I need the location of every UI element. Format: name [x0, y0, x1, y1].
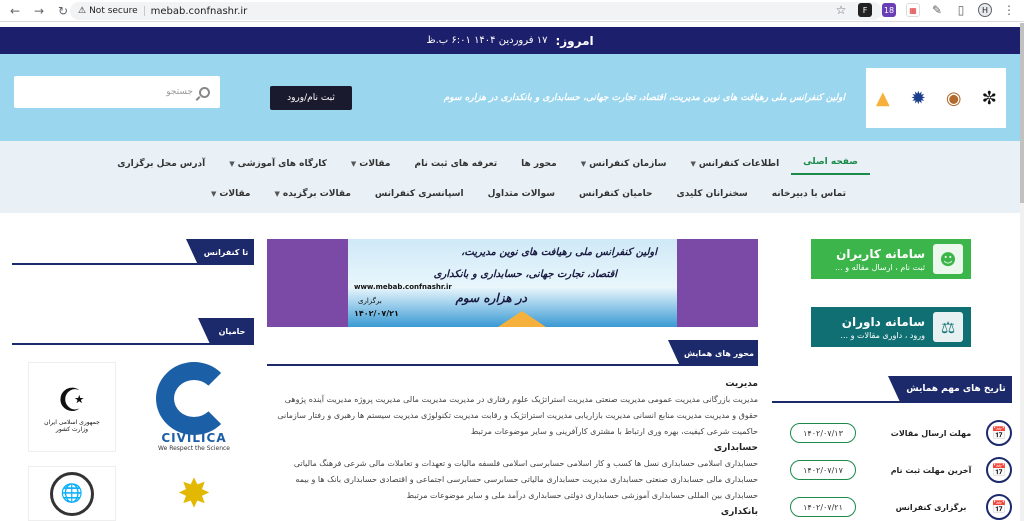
grid-extension-icon[interactable]: ▦ — [906, 3, 920, 17]
sponsor-star-logo[interactable] — [150, 466, 238, 521]
main-navigation — [0, 141, 1020, 213]
date-value: ۱۴۰۲/۰۷/۱۷ — [790, 460, 856, 480]
axes-heading: محور های همایش — [680, 340, 758, 366]
nav-item-label: حامیان کنفرانس — [579, 189, 653, 199]
sponsor-international-center[interactable] — [28, 466, 116, 521]
date-value: ۱۴۰۲/۰۷/۱۳ — [790, 423, 856, 443]
row2-item[interactable] — [760, 185, 858, 203]
row1-item[interactable] — [791, 153, 870, 175]
iran-emblem-icon: ☪ — [57, 381, 87, 419]
extension-badge-icon[interactable]: 18 — [882, 3, 896, 17]
nav-item-label: سخنرانان کلیدی — [676, 189, 748, 199]
nav-item-label: مقالات برگزیده — [282, 189, 351, 199]
login-register-button[interactable]: ثبت نام/ورود — [270, 86, 352, 110]
banner-title-line3: در هزاره سوم — [455, 291, 527, 305]
sidebar-panel-icon[interactable]: ▯ — [957, 3, 965, 17]
conference-title: اولین کنفرانس ملی رهیافت های نوین مدیریت، اقتصاد، تجارت جهانی، حسابداری و بانکداری در هزاره سوم — [443, 93, 845, 103]
banner-title-line2: اقتصاد، تجارت جهانی، حسابداری و بانکداری — [433, 269, 617, 280]
nav-item-label: تعرفه های ثبت نام — [414, 159, 498, 169]
caret-down-icon: ▼ — [350, 160, 357, 168]
calendar-icon: 📅 — [986, 420, 1012, 446]
globe-seal-icon: 🌐 — [50, 472, 94, 516]
axes-content — [267, 376, 758, 520]
ministry-text: جمهوری اسلامی ایران وزارت کشور — [44, 419, 100, 433]
reload-icon[interactable]: ↻ — [57, 3, 69, 18]
star-logo-icon: ✸ — [177, 470, 211, 517]
sponsors-divider — [12, 343, 254, 345]
caret-down-icon: ▼ — [690, 160, 696, 168]
nav-item-label: کارگاه های آموزشی — [237, 159, 327, 169]
nav-item-label: سازمان کنفرانس — [589, 159, 667, 169]
scrollbar-thumb[interactable] — [1020, 23, 1024, 203]
axis-section-title: حسابداری — [713, 443, 758, 453]
search-input[interactable]: جستجو — [166, 87, 193, 97]
axis-section-text: حسابداری اسلامی حسابداری نسل ها کسب و کار اسلامی حسابرسی اسلامی فلسفه مالیات و تعهدات و تعاملات مالی شرعی فرهنگ مالیاتی حسابداری مالی حسابداری صنعتی حسابداری مدیریت حسابداری مالیاتی حسابرسی حسابرسی اجتماعی و اقتصادی حسابداری بانک ها و بیمه حسابداری بین المللی حسابداری آموزشی حسابداری دولتی حسابداری درآمد ملی و سایر موضوعات مرتبط — [293, 459, 758, 500]
browser-actions — [834, 3, 1016, 17]
today-label: امروز: — [555, 33, 594, 48]
warning-icon: ⚠ — [78, 6, 87, 16]
logo-1: ▲ — [866, 68, 900, 128]
row1-item[interactable] — [402, 153, 509, 175]
calendar-icon: 📅 — [986, 494, 1012, 520]
calendar-icon: 📅 — [986, 457, 1012, 483]
banner-url: www.mebab.confnashr.ir — [354, 283, 452, 291]
row2-item[interactable] — [199, 185, 263, 203]
row1-item[interactable] — [509, 153, 569, 175]
caret-down-icon: ▼ — [210, 190, 217, 198]
row1-item[interactable] — [679, 153, 792, 175]
important-date-row — [790, 420, 1012, 446]
nav-row-1 — [105, 153, 870, 175]
caret-down-icon: ▼ — [580, 160, 587, 168]
gavel-icon: ⚖ — [933, 312, 963, 342]
date-name: برگزاری کنفرانس — [895, 502, 967, 512]
users-group-icon: ☻ — [933, 244, 963, 274]
banner-date: ۱۴۰۲/۰۷/۲۱ — [354, 309, 399, 318]
countdown-heading: تا کنفرانس — [198, 239, 254, 265]
nav-item-label: مقالات — [359, 159, 391, 169]
row1-item[interactable] — [339, 153, 403, 175]
conference-banner[interactable] — [267, 239, 758, 327]
search-box[interactable] — [14, 76, 220, 108]
nav-item-label: مقالات — [219, 189, 251, 199]
extensions-puzzle-icon[interactable]: ✎ — [931, 3, 943, 17]
row2-item[interactable] — [567, 185, 664, 203]
judges-system-button[interactable] — [811, 307, 971, 347]
site-header — [0, 54, 1020, 141]
row2-item[interactable] — [664, 185, 759, 203]
today-value: ۱۷ فروردین ۱۴۰۴ ۶:۰۱ ب.ظ — [426, 35, 548, 46]
users-system-subtitle: ثبت نام ، ارسال مقاله و ... — [835, 262, 925, 272]
logo-3: ◉ — [945, 87, 962, 109]
security-badge[interactable]: ⚠ Not secure — [78, 6, 145, 16]
nav-item-label: اطلاعات کنفرانس — [698, 159, 780, 169]
banner-decoration — [498, 311, 546, 327]
row1-item[interactable] — [569, 153, 679, 175]
url-text[interactable]: mebab.confnashr.ir — [150, 5, 248, 17]
address-bar[interactable] — [70, 2, 882, 20]
judges-system-title: سامانه داوران — [841, 314, 925, 329]
axes-divider — [267, 364, 758, 366]
nav-item-label: تماس با دبیرخانه — [771, 189, 846, 199]
caret-down-icon: ▼ — [274, 190, 280, 198]
sponsor-ministry[interactable] — [28, 362, 116, 452]
page-scrollbar[interactable] — [1020, 23, 1024, 521]
nav-item-label: سوالات متداول — [487, 189, 555, 199]
row1-item[interactable] — [217, 153, 339, 175]
row2-item[interactable] — [263, 185, 363, 203]
axis-section-title: مدیریت — [725, 379, 758, 389]
nav-item-label: آدرس محل برگزاری — [117, 159, 206, 169]
civilica-slogan: We Respect the Science — [158, 445, 230, 452]
banner-title-line1: اولین کنفرانس ملی رهیافت های نوین مدیریت، — [461, 247, 657, 258]
nav-item-label: صفحه اصلی — [803, 157, 858, 167]
row2-item[interactable] — [476, 185, 567, 203]
back-arrow-icon[interactable]: ← — [9, 3, 21, 18]
axis-section-title: بانکداری — [720, 507, 758, 517]
users-system-title: سامانه کاربران — [836, 246, 925, 261]
nav-row-2 — [199, 185, 858, 203]
sponsors-heading: حامیان — [210, 318, 254, 344]
important-date-row — [790, 494, 1012, 520]
date-bar — [0, 27, 1020, 54]
important-date-row — [790, 457, 1012, 483]
sponsor-civilica[interactable] — [150, 362, 238, 452]
dates-divider — [772, 401, 1012, 403]
logo-4: ✼ — [981, 87, 997, 109]
menu-kebab-icon[interactable]: ⋮ — [1003, 3, 1015, 17]
important-dates-heading: تاریخ های مهم همایش — [900, 376, 1012, 402]
forward-arrow-icon[interactable]: → — [33, 3, 45, 18]
caret-down-icon: ▼ — [229, 160, 235, 168]
civilica-name: CIVILICA — [161, 431, 227, 445]
date-name: آخرین مهلت ثبت نام — [890, 465, 972, 475]
browser-toolbar — [0, 0, 1024, 22]
countdown-divider — [12, 263, 254, 265]
bookmark-star-icon[interactable]: ☆ — [835, 3, 847, 17]
search-icon[interactable] — [199, 87, 210, 98]
axis-section-text: مدیریت بازرگانی مدیریت عمومی مدیریت صنعتی مدیریت استراتژیک علوم رفتاری در مدیریت مدیریت مالی مدیریت پروژه مدیریت آینده پژوهی حقوق و مدیریت مدیریت منابع انسانی مدیریت بازاریابی مدیریت استراتژیک و رقابت مدیریت تکنولوژی مدیریت سیستم ها رهبری و رفتار سازمانی حاکمیت شرعی کیفیت، بهره وری ارتباط با مشتری کارآفرینی و سایر موضوعات مرتبط — [277, 395, 758, 436]
users-system-button[interactable] — [811, 239, 971, 279]
banner-date-label: برگزاری — [358, 297, 382, 305]
banner-poster — [348, 239, 677, 327]
extension-icon[interactable]: F — [858, 3, 872, 17]
row1-item[interactable] — [105, 153, 217, 175]
profile-avatar[interactable]: H — [978, 3, 992, 17]
row2-item[interactable] — [363, 185, 476, 203]
logo-2: ✹ — [910, 87, 926, 109]
civilica-logo-icon — [156, 362, 232, 435]
nav-item-label: اسپانسری کنفرانس — [374, 189, 464, 199]
conference-logos — [866, 68, 1006, 128]
nav-item-label: محور ها — [521, 159, 557, 169]
judges-system-subtitle: ورود ، داوری مقالات و ... — [840, 330, 925, 340]
date-value: ۱۴۰۲/۰۷/۲۱ — [790, 497, 856, 517]
date-name: مهلت ارسال مقالات — [890, 428, 972, 438]
